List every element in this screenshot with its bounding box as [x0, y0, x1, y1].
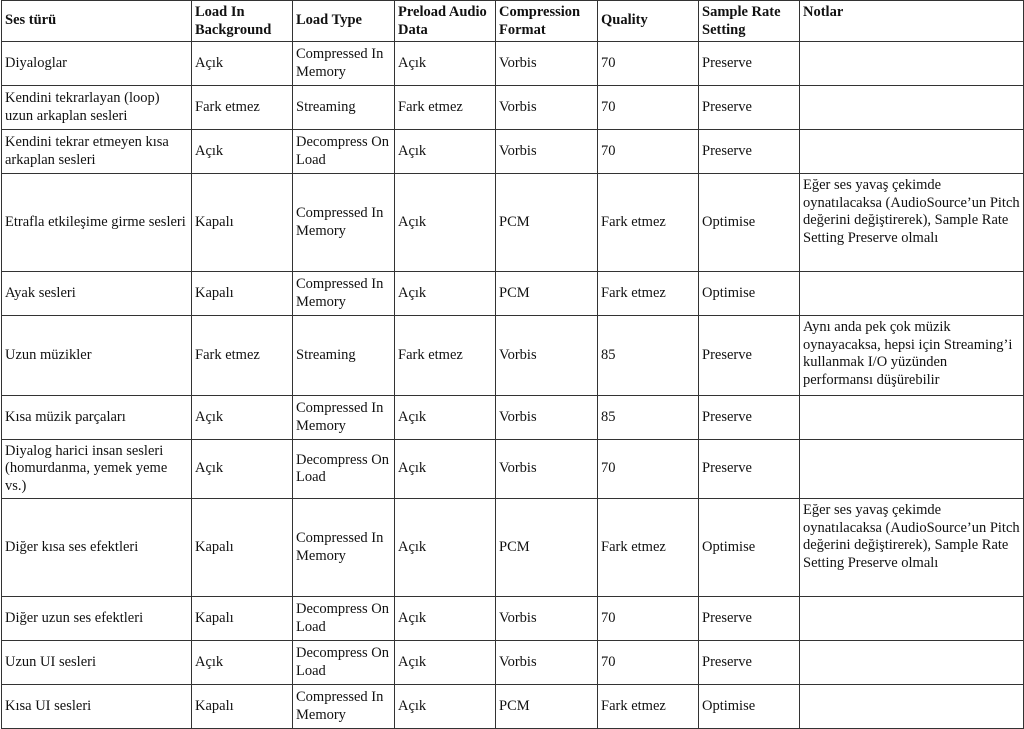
cell-ses-turu: Diğer uzun ses efektleri — [2, 597, 192, 641]
cell-notlar — [800, 272, 1024, 316]
table-row — [2, 641, 1024, 685]
cell-sample-rate-setting: Preserve — [699, 42, 800, 86]
cell-quality: 70 — [598, 130, 699, 174]
cell-sample-rate-setting: Preserve — [699, 316, 800, 396]
cell-quality: Fark etmez — [598, 174, 699, 272]
table-row — [2, 396, 1024, 440]
cell-notlar — [800, 396, 1024, 440]
cell-load-in-background: Açık — [192, 641, 293, 685]
cell-preload-audio-data: Açık — [395, 440, 496, 499]
cell-quality: 70 — [598, 86, 699, 130]
cell-sample-rate-setting: Preserve — [699, 597, 800, 641]
cell-load-in-background: Kapalı — [192, 272, 293, 316]
cell-quality: 85 — [598, 396, 699, 440]
header-load-type: Load Type — [293, 1, 395, 42]
cell-ses-turu: Etrafla etkileşime girme sesleri — [2, 174, 192, 272]
cell-compression-format: PCM — [496, 685, 598, 729]
cell-compression-format: Vorbis — [496, 316, 598, 396]
table-row — [2, 174, 1024, 272]
table-row — [2, 272, 1024, 316]
cell-sample-rate-setting: Optimise — [699, 272, 800, 316]
cell-sample-rate-setting: Optimise — [699, 685, 800, 729]
cell-sample-rate-setting: Optimise — [699, 499, 800, 597]
cell-ses-turu: Diğer kısa ses efektleri — [2, 499, 192, 597]
cell-ses-turu: Kısa UI sesleri — [2, 685, 192, 729]
cell-notlar — [800, 597, 1024, 641]
cell-sample-rate-setting: Preserve — [699, 396, 800, 440]
cell-compression-format: Vorbis — [496, 396, 598, 440]
cell-load-in-background: Açık — [192, 440, 293, 499]
cell-load-in-background: Kapalı — [192, 597, 293, 641]
cell-preload-audio-data: Açık — [395, 685, 496, 729]
cell-quality: Fark etmez — [598, 272, 699, 316]
header-load-in-background: Load In Background — [192, 1, 293, 42]
cell-sample-rate-setting: Preserve — [699, 641, 800, 685]
cell-sample-rate-setting: Preserve — [699, 440, 800, 499]
cell-notlar — [800, 440, 1024, 499]
cell-preload-audio-data: Fark etmez — [395, 86, 496, 130]
cell-load-in-background: Kapalı — [192, 174, 293, 272]
cell-quality: 85 — [598, 316, 699, 396]
cell-load-type: Compressed In Memory — [293, 499, 395, 597]
table-row — [2, 86, 1024, 130]
header-quality: Quality — [598, 1, 699, 42]
cell-preload-audio-data: Açık — [395, 272, 496, 316]
cell-preload-audio-data: Açık — [395, 396, 496, 440]
cell-preload-audio-data: Açık — [395, 42, 496, 86]
cell-quality: Fark etmez — [598, 685, 699, 729]
cell-load-in-background: Açık — [192, 130, 293, 174]
cell-load-type: Compressed In Memory — [293, 174, 395, 272]
cell-ses-turu: Kendini tekrarlayan (loop) uzun arkaplan sesleri — [2, 86, 192, 130]
cell-load-type: Decompress On Load — [293, 641, 395, 685]
cell-ses-turu: Diyaloglar — [2, 42, 192, 86]
cell-load-type: Decompress On Load — [293, 597, 395, 641]
cell-load-type: Compressed In Memory — [293, 42, 395, 86]
cell-notlar: Eğer ses yavaş çekimde oynatılacaksa (AudioSource’un Pitch değerini değiştirerek), Sample Rate Setting Preserve olmalı — [800, 499, 1024, 597]
cell-load-in-background: Kapalı — [192, 499, 293, 597]
cell-load-type: Compressed In Memory — [293, 685, 395, 729]
header-preload-audio-data: Preload Audio Data — [395, 1, 496, 42]
cell-quality: 70 — [598, 440, 699, 499]
cell-notlar — [800, 685, 1024, 729]
cell-preload-audio-data: Açık — [395, 499, 496, 597]
cell-load-in-background: Fark etmez — [192, 316, 293, 396]
cell-preload-audio-data: Açık — [395, 641, 496, 685]
cell-load-type: Streaming — [293, 316, 395, 396]
cell-load-in-background: Açık — [192, 42, 293, 86]
cell-notlar: Aynı anda pek çok müzik oynayacaksa, hepsi için Streaming’i kullanmak I/O yüzünden performansı düşürebilir — [800, 316, 1024, 396]
cell-preload-audio-data: Fark etmez — [395, 316, 496, 396]
cell-load-type: Compressed In Memory — [293, 272, 395, 316]
cell-sample-rate-setting: Optimise — [699, 174, 800, 272]
cell-ses-turu: Ayak sesleri — [2, 272, 192, 316]
cell-quality: 70 — [598, 42, 699, 86]
table-row — [2, 440, 1024, 499]
cell-preload-audio-data: Açık — [395, 130, 496, 174]
table-row — [2, 597, 1024, 641]
table-row — [2, 316, 1024, 396]
header-compression-format: Compression Format — [496, 1, 598, 42]
cell-compression-format: PCM — [496, 272, 598, 316]
cell-load-in-background: Kapalı — [192, 685, 293, 729]
cell-compression-format: Vorbis — [496, 86, 598, 130]
cell-ses-turu: Uzun UI sesleri — [2, 641, 192, 685]
cell-load-in-background: Fark etmez — [192, 86, 293, 130]
cell-ses-turu: Kısa müzik parçaları — [2, 396, 192, 440]
cell-preload-audio-data: Açık — [395, 174, 496, 272]
header-row — [2, 1, 1024, 42]
cell-quality: 70 — [598, 641, 699, 685]
cell-compression-format: Vorbis — [496, 641, 598, 685]
cell-quality: 70 — [598, 597, 699, 641]
cell-ses-turu: Diyalog harici insan sesleri (homurdanma, yemek yeme vs.) — [2, 440, 192, 499]
cell-notlar: Eğer ses yavaş çekimde oynatılacaksa (AudioSource’un Pitch değerini değiştirerek), Sample Rate Setting Preserve olmalı — [800, 174, 1024, 272]
cell-notlar — [800, 641, 1024, 685]
table-row — [2, 130, 1024, 174]
cell-sample-rate-setting: Preserve — [699, 86, 800, 130]
cell-load-type: Decompress On Load — [293, 440, 395, 499]
cell-quality: Fark etmez — [598, 499, 699, 597]
cell-compression-format: PCM — [496, 499, 598, 597]
cell-compression-format: Vorbis — [496, 42, 598, 86]
cell-load-type: Compressed In Memory — [293, 396, 395, 440]
header-notlar: Notlar — [800, 1, 1024, 42]
cell-ses-turu: Kendini tekrar etmeyen kısa arkaplan sesleri — [2, 130, 192, 174]
cell-compression-format: Vorbis — [496, 597, 598, 641]
header-ses-turu: Ses türü — [2, 1, 192, 42]
cell-load-in-background: Açık — [192, 396, 293, 440]
cell-load-type: Decompress On Load — [293, 130, 395, 174]
table-row — [2, 685, 1024, 729]
audio-settings-table — [1, 0, 1024, 729]
cell-compression-format: PCM — [496, 174, 598, 272]
cell-ses-turu: Uzun müzikler — [2, 316, 192, 396]
header-sample-rate-setting: Sample Rate Setting — [699, 1, 800, 42]
cell-compression-format: Vorbis — [496, 130, 598, 174]
table-row — [2, 42, 1024, 86]
cell-notlar — [800, 130, 1024, 174]
cell-compression-format: Vorbis — [496, 440, 598, 499]
table-row — [2, 499, 1024, 597]
cell-sample-rate-setting: Preserve — [699, 130, 800, 174]
cell-notlar — [800, 86, 1024, 130]
cell-load-type: Streaming — [293, 86, 395, 130]
cell-notlar — [800, 42, 1024, 86]
cell-preload-audio-data: Açık — [395, 597, 496, 641]
